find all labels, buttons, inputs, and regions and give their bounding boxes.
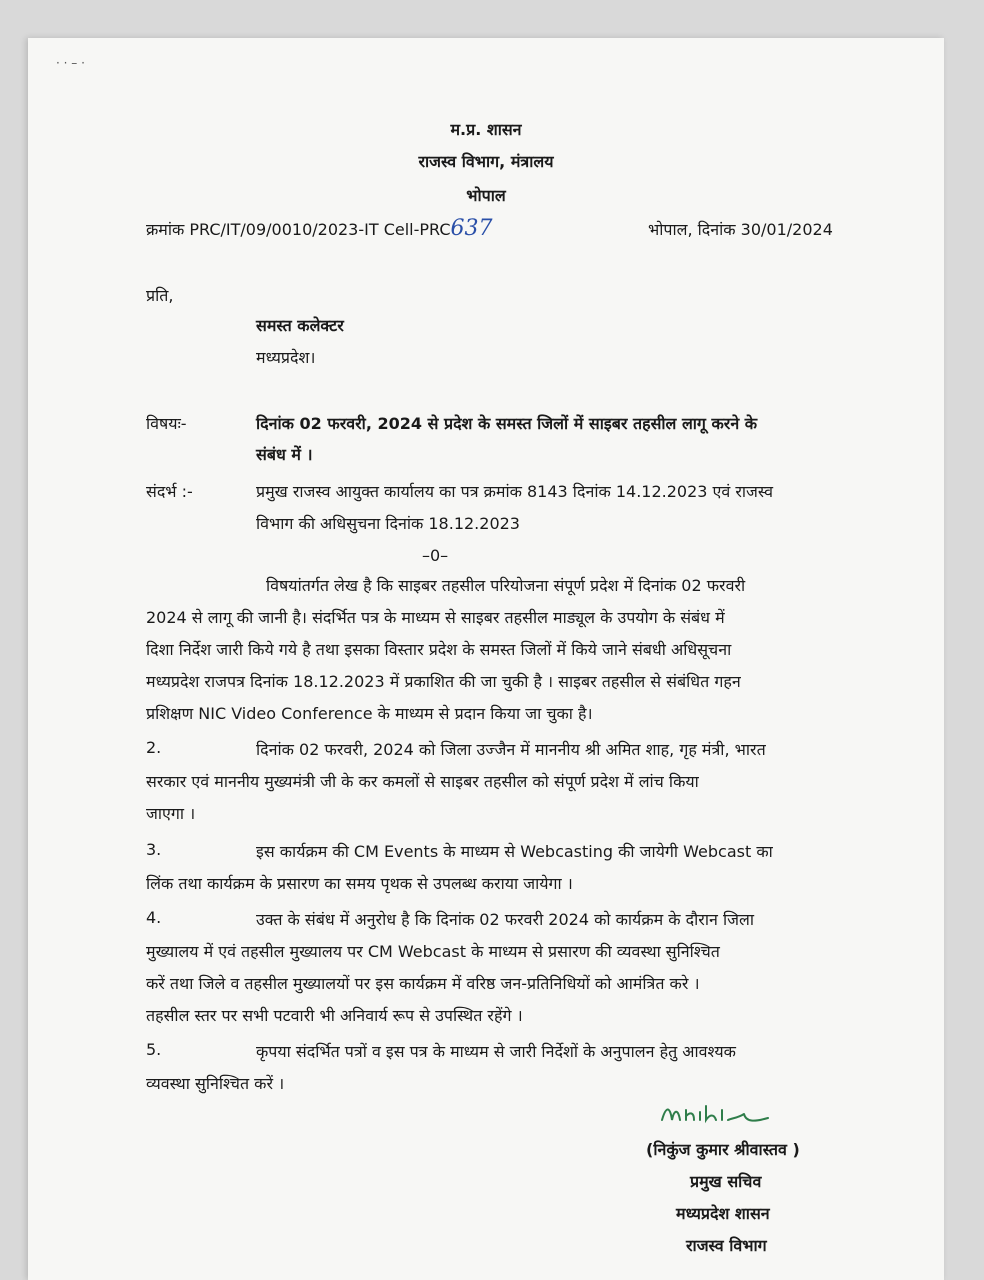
place-date: भोपाल, दिनांक 30/01/2024 — [648, 220, 833, 239]
header-department: राजस्व विभाग, मंत्रालय — [418, 152, 554, 171]
para2-line-3: जाएगा । — [146, 804, 196, 823]
para1-line-5: प्रशिक्षण NIC Video Conference के माध्यम से प्रदान किया जा चुका है। — [146, 704, 593, 723]
reference-label: संदर्भ :- — [146, 482, 193, 501]
subject-line-1: दिनांक 02 फरवरी, 2024 से प्रदेश के समस्त जिलों में साइबर तहसील लागू करने के — [256, 414, 758, 433]
handwritten-number: 637 — [450, 216, 493, 241]
para3-number: 3. — [146, 840, 162, 859]
para4-line-4: तहसील स्तर पर सभी पटवारी भी अनिवार्य रूप से उपस्थित रहेंगे । — [146, 1006, 523, 1025]
prati-label: प्रति, — [146, 286, 174, 305]
para4-line-2: मुख्यालय में एवं तहसील मुख्यालय पर CM Webcast के माध्यम से प्रसारण की व्यवस्था सुनिश्चित — [146, 942, 720, 961]
para1-line-1: विषयांतर्गत लेख है कि साइबर तहसील परियोजना संपूर्ण प्रदेश में दिनांक 02 फरवरी — [266, 576, 746, 595]
reference-line-2: विभाग की अधिसुचना दिनांक 18.12.2023 — [256, 514, 520, 533]
para4-line-3: करें तथा जिले व तहसील मुख्यालयों पर इस कार्यक्रम में वरिष्ठ जन-प्रतिनिधियों को आमंत्रित करे । — [146, 974, 700, 993]
header-city: भोपाल — [466, 186, 506, 205]
reference-line-1: प्रमुख राजस्व आयुक्त कार्यालय का पत्र क्रमांक 8143 दिनांक 14.12.2023 एवं राजस्व — [256, 482, 774, 501]
para4-line-1: उक्त के संबंध में अनुरोध है कि दिनांक 02 फरवरी 2024 को कार्यक्रम के दौरान जिला — [256, 910, 754, 929]
subject-label: विषयः- — [146, 414, 187, 433]
para5-line-1: कृपया संदर्भित पत्रों व इस पत्र के माध्यम से जारी निर्देशों के अनुपालन हेतु आवश्यक — [256, 1042, 736, 1061]
signature-scribble — [658, 1098, 778, 1134]
signatory-office-1: मध्यप्रदेश शासन — [676, 1204, 770, 1223]
para4-number: 4. — [146, 908, 162, 927]
recipient: समस्त कलेक्टर — [256, 316, 344, 335]
para2-line-2: सरकार एवं माननीय मुख्यमंत्री जी के कर कमलों से साइबर तहसील को संपूर्ण प्रदेश में लांच किया — [146, 772, 699, 791]
signatory-name: (निकुंज कुमार श्रीवास्तव ) — [646, 1140, 800, 1159]
scan-marks: · · – · — [56, 56, 85, 70]
para5-number: 5. — [146, 1040, 162, 1059]
letter-number — [146, 216, 493, 241]
para3-line-1: इस कार्यक्रम की CM Events के माध्यम से Webcasting की जायेगी Webcast का — [256, 842, 773, 861]
para1-line-4: मध्यप्रदेश राजपत्र दिनांक 18.12.2023 में प्रकाशित की जा चुकी है । साइबर तहसील से संबंधित गहन — [146, 672, 741, 691]
para2-number: 2. — [146, 738, 162, 757]
para2-line-1: दिनांक 02 फरवरी, 2024 को जिला उज्जैन में माननीय श्री अमित शाह, गृह मंत्री, भारत — [256, 740, 766, 759]
letter-page — [28, 38, 944, 1280]
para1-line-2: 2024 से लागू की जानी है। संदर्भित पत्र के माध्यम से साइबर तहसील माड्यूल के उपयोग के संबंध में — [146, 608, 725, 627]
para3-line-2: लिंक तथा कार्यक्रम के प्रसारण का समय पृथक से उपलब्ध कराया जायेगा । — [146, 874, 573, 893]
signatory-office-2: राजस्व विभाग — [686, 1236, 767, 1255]
signatory-designation: प्रमुख सचिव — [690, 1172, 762, 1191]
para1-line-3: दिशा निर्देश जारी किये गये है तथा इसका विस्तार प्रदेश के समस्त जिलों में किये जाने संबधी अधिसूचना — [146, 640, 732, 659]
letter-number-text: क्रमांक PRC/IT/09/0010/2023-IT Cell-PRC — [146, 220, 451, 239]
header-govt: म.प्र. शासन — [450, 120, 522, 139]
divider: –0– — [422, 546, 449, 565]
para5-line-2: व्यवस्था सुनिश्चित करें । — [146, 1074, 285, 1093]
subject-line-2: संबंध में । — [256, 445, 313, 464]
recipient-state: मध्यप्रदेश। — [256, 348, 316, 367]
